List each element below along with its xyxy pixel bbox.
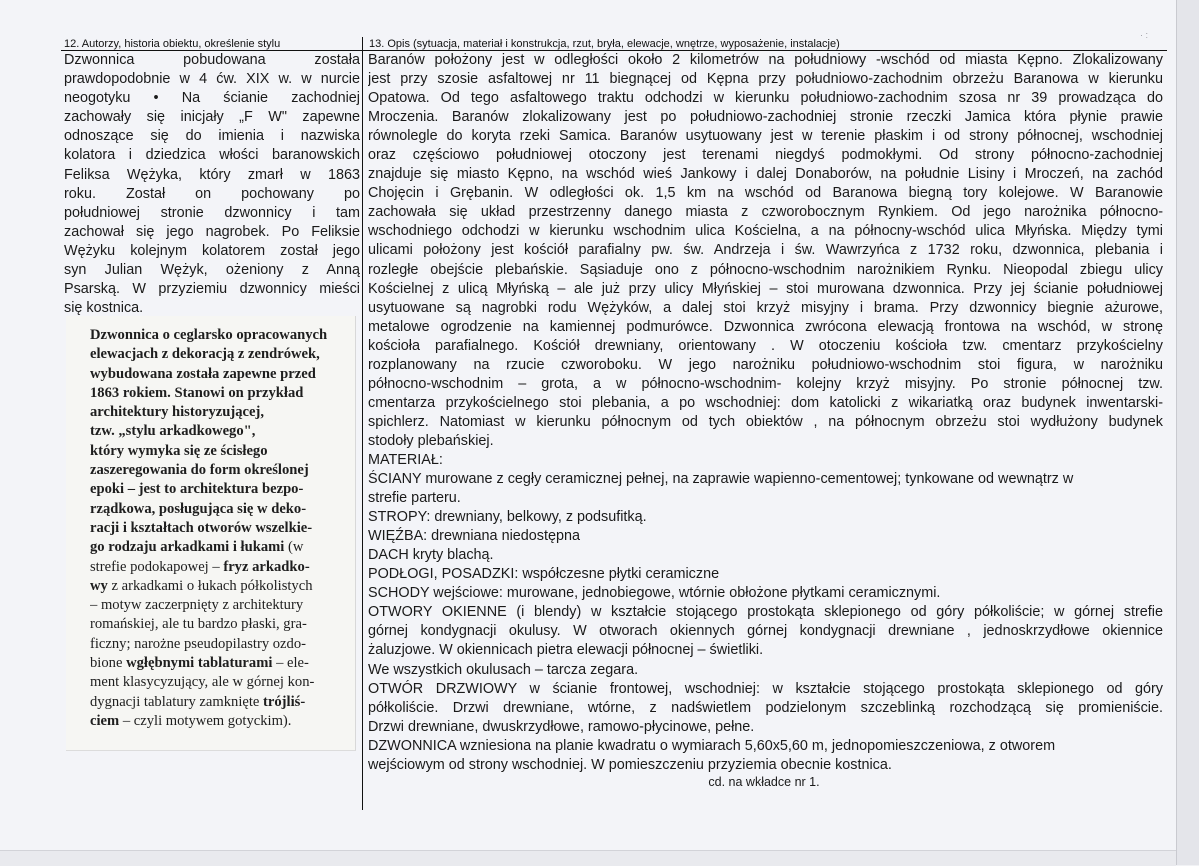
- description-text: [368, 51, 1163, 775]
- clipping-line: [90, 615, 352, 634]
- clipping-run-pre: Dzwonnica o ceglarsko opracowanych: [90, 327, 328, 343]
- clipping-run-pre: tzw. „stylu arkadkowego",: [90, 423, 256, 440]
- description-line: metalowe ogrodzenie na kamiennej podmurówce. Dzwonnica zwrócona elewacją frontowa na wschód, w stronę: [368, 318, 1163, 335]
- description-line: Opatowa. Od tego asfaltowego traktu odchodzi w kierunku południowo-zachodnim szosa nr 39 prowadząca do: [368, 90, 1163, 107]
- description-line: ŚCIANY murowane z cegły ceramicznej pełnej, na zaprawie wapienno-cementowej; tynkowane od wewnątrz w: [368, 471, 1074, 488]
- clipping-line: [90, 422, 352, 441]
- column-divider: [362, 37, 363, 810]
- history-text: [64, 51, 360, 318]
- description-line: jest przy szosie asfaltowej nr 11 biegnącej od Kępna przy południowo-zachodnim obrzeżu Baranowa w kierunku: [368, 71, 1163, 88]
- description-line: WIĘŹBA: drewniana niedostępna: [368, 528, 580, 545]
- description-line: strefie parteru.: [368, 490, 461, 507]
- description-line: rozległe obejście plebańskie. Sąsiaduje ono z północno-wschodnim narożnikiem Rynku. Nieopodal zbiegu ulicy: [368, 261, 1163, 278]
- scan-right-edge: [1176, 0, 1199, 865]
- description-line: We wszystkich okulusach – tarcza zegara.: [368, 661, 639, 678]
- clipping-line: [90, 384, 352, 403]
- clipping-line: [90, 519, 352, 538]
- description-line: stodoły plebańskiej.: [368, 432, 494, 449]
- clipping-line: [90, 326, 352, 345]
- clipping-line: [90, 712, 352, 731]
- clipping-run-bold: wgłębnymi tablaturami: [126, 655, 273, 672]
- description-line: STROPY: drewniany, belkowy, z podsufitką.: [368, 509, 647, 526]
- description-line: usytuowane są nagrobki rodu Wężyków, a dalej stoi krzyż misyjny i brama. Przy dzwonnicy biegnie ażurowe,: [368, 299, 1163, 316]
- clipping-line: [90, 558, 352, 577]
- clipping-run-pre: elewacjach z dekoracją z zendrówek,: [90, 346, 320, 363]
- clipping-run-bold: wy: [90, 577, 108, 594]
- description-line: OTWORY OKIENNE (i blendy) w kształcie stojącego prostokąta sklepionego od góry półkoliście; w górnej strefie: [368, 604, 1163, 621]
- history-line: zachował się jego nagrobek. Po Feliksie: [64, 223, 360, 240]
- history-line: Psarską. W przyziemiu dzwonnicy mieści: [64, 281, 360, 298]
- history-line: się kostnica.: [64, 300, 144, 317]
- clipping-line: [90, 596, 352, 615]
- description-line: półkoliście. Drzwi drewniane, wtórne, z nadświetlem podzielonym szczeblinką rozchodzącą się promieniście.: [368, 699, 1163, 716]
- history-line: roku. Został on pochowany po: [64, 185, 360, 202]
- description-line: SCHODY wejściowe: murowane, jednobiegowe, wtórnie obłożone płytkami ceramicznymi.: [368, 585, 941, 602]
- description-line: kościoła parafialnego. Kościół drewniany, orientowany . W otoczeniu kościoła tzw. cmentarz przykościelny: [368, 337, 1163, 354]
- clipping-run-pre: – motyw zaczerpnięty z architektury: [90, 597, 304, 614]
- clipping-run-pre: ficzny; narożne pseudopilastry ozdo-: [90, 635, 306, 652]
- description-line: Baranów położony jest w odległości około 2 kilometrów na południowy -wschód od miasta Kępno. Zlokalizowany: [368, 52, 1163, 68]
- history-line: Feliksa Wężyka, który zmarł w 1863: [64, 166, 360, 183]
- clipping-line: [90, 673, 352, 692]
- description-line: Drzwi drewniane, dwuskrzydłowe, ramowo-płycinowe, pełne.: [368, 718, 755, 735]
- clipping-line: [90, 500, 352, 519]
- clipping-run-pre: który wymyka się ze ścisłego: [90, 442, 268, 459]
- description-line: spichlerz. Natomiast w kierunku północnym od tych obiektów , na północnym obrzeżu stoi wydłużony budynek: [368, 413, 1163, 430]
- clipping-run-bold: trójliś-: [263, 693, 306, 710]
- description-line: północno-wschodnim – grota, a w północno-wschodnim- kolejny krzyż misyjny. Po stronie północnej tzw.: [368, 375, 1163, 392]
- clipping-run-post: (w: [284, 539, 304, 556]
- clipping-run-pre: ment klasycyzujący, ale w górnej kon-: [90, 674, 315, 691]
- description-line: rozplanowany na rzucie czworoboku. W jego narożniku południowo-wschodnim stoi figura, w narożniku: [368, 356, 1163, 373]
- clipping-line: [90, 345, 352, 364]
- description-line: żaluzjowe. W okiennicach pietra elewacji północnej – świetliki.: [368, 642, 764, 659]
- description-line: wejściowym od strony wschodniej. W pomieszczeniu przyziemia obecnie kostnica.: [368, 756, 892, 773]
- history-line: kolatora i dziedzica włości baranowskich: [64, 147, 360, 164]
- header-authors-history: 12. Autorzy, historia obiektu, określenie stylu: [64, 38, 281, 50]
- clipping-run-pre: dygnacji tablatury zamknięte: [90, 693, 264, 710]
- clipping-line: [90, 577, 352, 596]
- scan-bottom-edge: [0, 850, 1176, 866]
- clipping-text: [90, 326, 352, 731]
- scan-smudge: · :: [1140, 30, 1148, 40]
- history-line: syn Julian Wężyk, ożeniony z Anną: [64, 262, 360, 279]
- clipping-run-pre: zaszeregowania do form określonej: [90, 462, 309, 479]
- clipping-line: [90, 365, 352, 384]
- history-line: południowej stronie dzwonnicy i tam: [64, 204, 360, 221]
- continuation-note: cd. na wkładce nr 1.: [708, 775, 820, 789]
- clipping-run-pre: rządkowa, posługująca się w deko-: [90, 500, 307, 517]
- clipping-line: [90, 403, 352, 422]
- history-line: zachowały się inicjały „F W" zapewne: [64, 109, 360, 126]
- clipping-line: [90, 693, 352, 712]
- clipping-line: [90, 635, 352, 654]
- description-line: Kościelnej z ulicą Młyńską – ale już przy ulicy Młyńskiej – stoi murowana dzwonnica. Przy jej ścianie południowej: [368, 280, 1163, 297]
- description-line: równolegle do koryta rzeki Samica. Baranów usytuowany jest w terenie płaskim i od strony północnej, wschodniej: [368, 128, 1163, 145]
- description-line: DACH kryty blachą.: [368, 547, 494, 564]
- description-line: cmentarza przykościelnego stoi plebania, a po wschodniej: dom katolicki z wikariatką oraz budynek inwentarski-: [368, 394, 1163, 411]
- clipping-line: [90, 480, 352, 499]
- history-line: Dzwonnica pobudowana została: [64, 52, 360, 68]
- clipping-run-post: z arkadkami o łukach półkolistych: [107, 577, 313, 594]
- clipping-run-pre: romańskiej, ale tu bardzo płaski, gra-: [90, 616, 307, 633]
- clipping-line: [90, 654, 352, 673]
- clipping-run-pre: bione: [90, 655, 127, 672]
- history-line: neogotyku • Na ścianie zachodniej: [64, 90, 360, 107]
- clipping-run-pre: epoki – jest to architektura bezpo-: [90, 481, 304, 498]
- clipping-run-pre: architektury historyzującej,: [90, 404, 265, 421]
- description-line: górnej kondygnacji okulusy. W otworach okiennych górnej kondygnacji drewniane , jednoskrzydłowe okiennice: [368, 623, 1163, 640]
- clipping-run-post: – czyli motywem gotyckim).: [119, 712, 292, 729]
- description-line: oraz częściowo południowej otoczony jest terenami niegdyś podmokłymi. Od strony północno-zachodniej: [368, 147, 1163, 164]
- clipping-run-bold: go rodzaju arkadkami i łukami: [90, 539, 285, 556]
- description-line: Chojęcin i Grębanin. W odległości ok. 1,5 km na wschód od Baranowa biegną tory kolejowe. W Baranowie: [368, 185, 1163, 202]
- description-line: znajduje się miasto Kępno, na wschód wieś Jankowy i dalej Donaborów, na południe Lisiny i Mroczeń, na zachód: [368, 166, 1163, 183]
- clipping-line: [90, 538, 352, 557]
- description-line: ulicami położony jest kościół parafialny pw. św. Andrzeja i św. Wawrzyńca z 1732 roku, dzwonnica, plebania i: [368, 242, 1163, 259]
- clipping-run-post: – ele-: [272, 655, 309, 672]
- description-line: OTWÓR DRZWIOWY w ścianie frontowej, wschodniej: w kształcie stojącego prostokąta sklepionego od góry: [368, 680, 1163, 697]
- description-line: MATERIAŁ:: [368, 451, 443, 468]
- clipping-run-pre: wybudowana została zapewne przed: [90, 365, 316, 382]
- clipping-line: [90, 442, 352, 461]
- history-line: Wężyku kolejnym kolatorem został jego: [64, 242, 360, 259]
- description-line: PODŁOGI, POSADZKI: współczesne płytki ceramiczne: [368, 566, 720, 583]
- clipping-run-bold: fryz arkadko-: [223, 558, 310, 575]
- history-line: odnoszące się do imienia i nazwiska: [64, 128, 360, 145]
- clipping-run-pre: racji i kształtach otworów wszelkie-: [90, 519, 313, 536]
- clipping-run-pre: strefie podokapowej –: [90, 558, 224, 575]
- history-line: prawdopodobnie w 4 ćw. XIX w. w nurcie: [64, 71, 360, 88]
- header-description: 13. Opis (sytuacja, materiał i konstrukcja, rzut, bryła, elewacje, wnętrze, wyposażenie, instalacje): [369, 38, 840, 50]
- clipping-line: [90, 461, 352, 480]
- clipping-run-bold: ciem: [90, 712, 120, 729]
- description-line: wschodniego odchodzi w kierunku wschodnim ulica Kościelna, a na północny-wschód ulica Młyńska. Między tymi: [368, 223, 1163, 240]
- description-line: DZWONNICA wzniesiona na planie kwadratu o wymiarach 5,60x5,60 m, jednopomieszczeniowa, z otworem: [368, 737, 1056, 754]
- description-line: Mroczenia. Baranów zlokalizowany jest po południowo-zachodniej stronie rzeczki Jamica która płynie prawie: [368, 109, 1163, 126]
- clipping-run-pre: 1863 rokiem. Stanowi on przykład: [90, 384, 304, 401]
- description-line: zachowała się układ przestrzenny danego miasta z czworobocznym Rynkiem. Od jego narożnika północno-: [368, 204, 1163, 221]
